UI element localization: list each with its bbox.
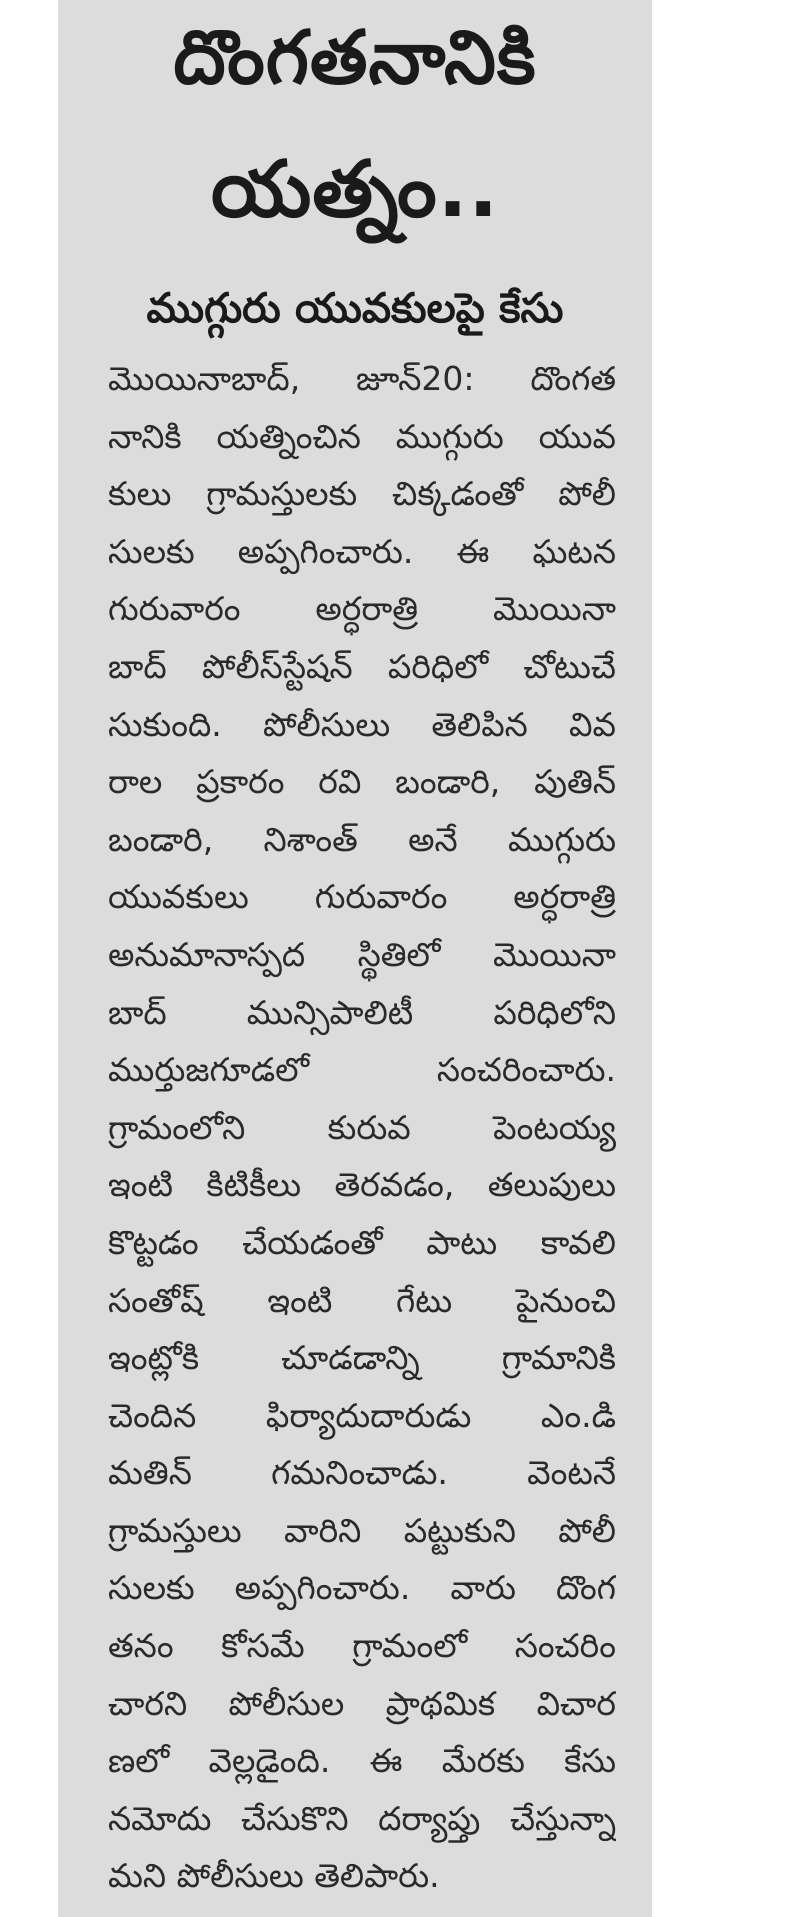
headline-line-1: దొంగతనానికి xyxy=(173,15,537,101)
body-line: గ్రామంలోని కురువ పెంటయ్య xyxy=(108,1107,616,1147)
headline-line-2: యత్నం.. xyxy=(211,145,499,235)
body-line: యువకులు గురువారం అర్ధరాత్రి xyxy=(108,877,616,917)
body-line: సంతోష్ ఇంటి గేటు పైనుంచి xyxy=(108,1280,616,1320)
body-line: చెందిన ఫిర్యాదుదారుడు ఎం.డి xyxy=(108,1395,616,1435)
body-line: నమోదు చేసుకొని దర్యాప్తు చేస్తున్నా xyxy=(108,1798,616,1838)
body-line: కొట్టడం చేయడంతో పాటు కావలి xyxy=(108,1222,616,1262)
body-line: కులు గ్రామస్తులకు చిక్కడంతో పోలీ xyxy=(108,474,616,514)
body-line: రాల ప్రకారం రవి బండారి, పుతిన్ xyxy=(108,762,616,802)
body-line: తనం కోసమే గ్రామంలో సంచరిం xyxy=(108,1626,616,1666)
body-line: గురువారం అర్ధరాత్రి మొయినా xyxy=(108,589,616,629)
subheadline: ముగ్గురు యువకులపై కేసు xyxy=(146,284,564,332)
body-line: సుకుంది. పోలీసులు తెలిపిన వివ xyxy=(108,704,616,744)
body-line: సులకు అప్పగించారు. ఈ ఘటన xyxy=(108,531,616,571)
body-line: బాద్ పోలీస్‌స్టేషన్ పరిధిలో చోటుచే xyxy=(108,646,616,686)
body-line: మతిన్ గమనించాడు. వెంటనే xyxy=(108,1453,616,1493)
body-line: సులకు అప్పగించారు. వారు దొంగ xyxy=(108,1568,616,1608)
body-line: ముర్తుజగూడలో సంచరించారు. xyxy=(108,1050,616,1090)
body-line: చారని పోలీసుల ప్రాథమిక విచార xyxy=(108,1683,616,1723)
body-line: బాద్ మున్సిపాలిటీ పరిధిలోని xyxy=(108,992,616,1032)
body-line: ఇంట్లోకి చూడడాన్ని గ్రామానికి xyxy=(108,1338,616,1378)
body-line: నానికి యత్నించిన ముగ్గురు యువ xyxy=(108,416,616,456)
body-line: మొయినాబాద్, జూన్20: దొంగత xyxy=(108,359,616,398)
body-line: ణలో వెల్లడైంది. ఈ మేరకు కేసు xyxy=(108,1741,616,1781)
body-line: ఇంటి కిటికీలు తెరవడం, తలుపులు xyxy=(108,1165,616,1205)
article-body xyxy=(108,350,616,1905)
body-line: అనుమానాస్పద స్థితిలో మొయినా xyxy=(108,934,616,974)
news-clipping xyxy=(58,0,652,1917)
body-line: బండారి, నిశాంత్ అనే ముగ్గురు xyxy=(108,819,616,859)
body-line: గ్రామస్తులు వారిని పట్టుకుని పోలీ xyxy=(108,1510,616,1550)
body-line: మని పోలీసులు తెలిపారు. xyxy=(108,1856,440,1896)
